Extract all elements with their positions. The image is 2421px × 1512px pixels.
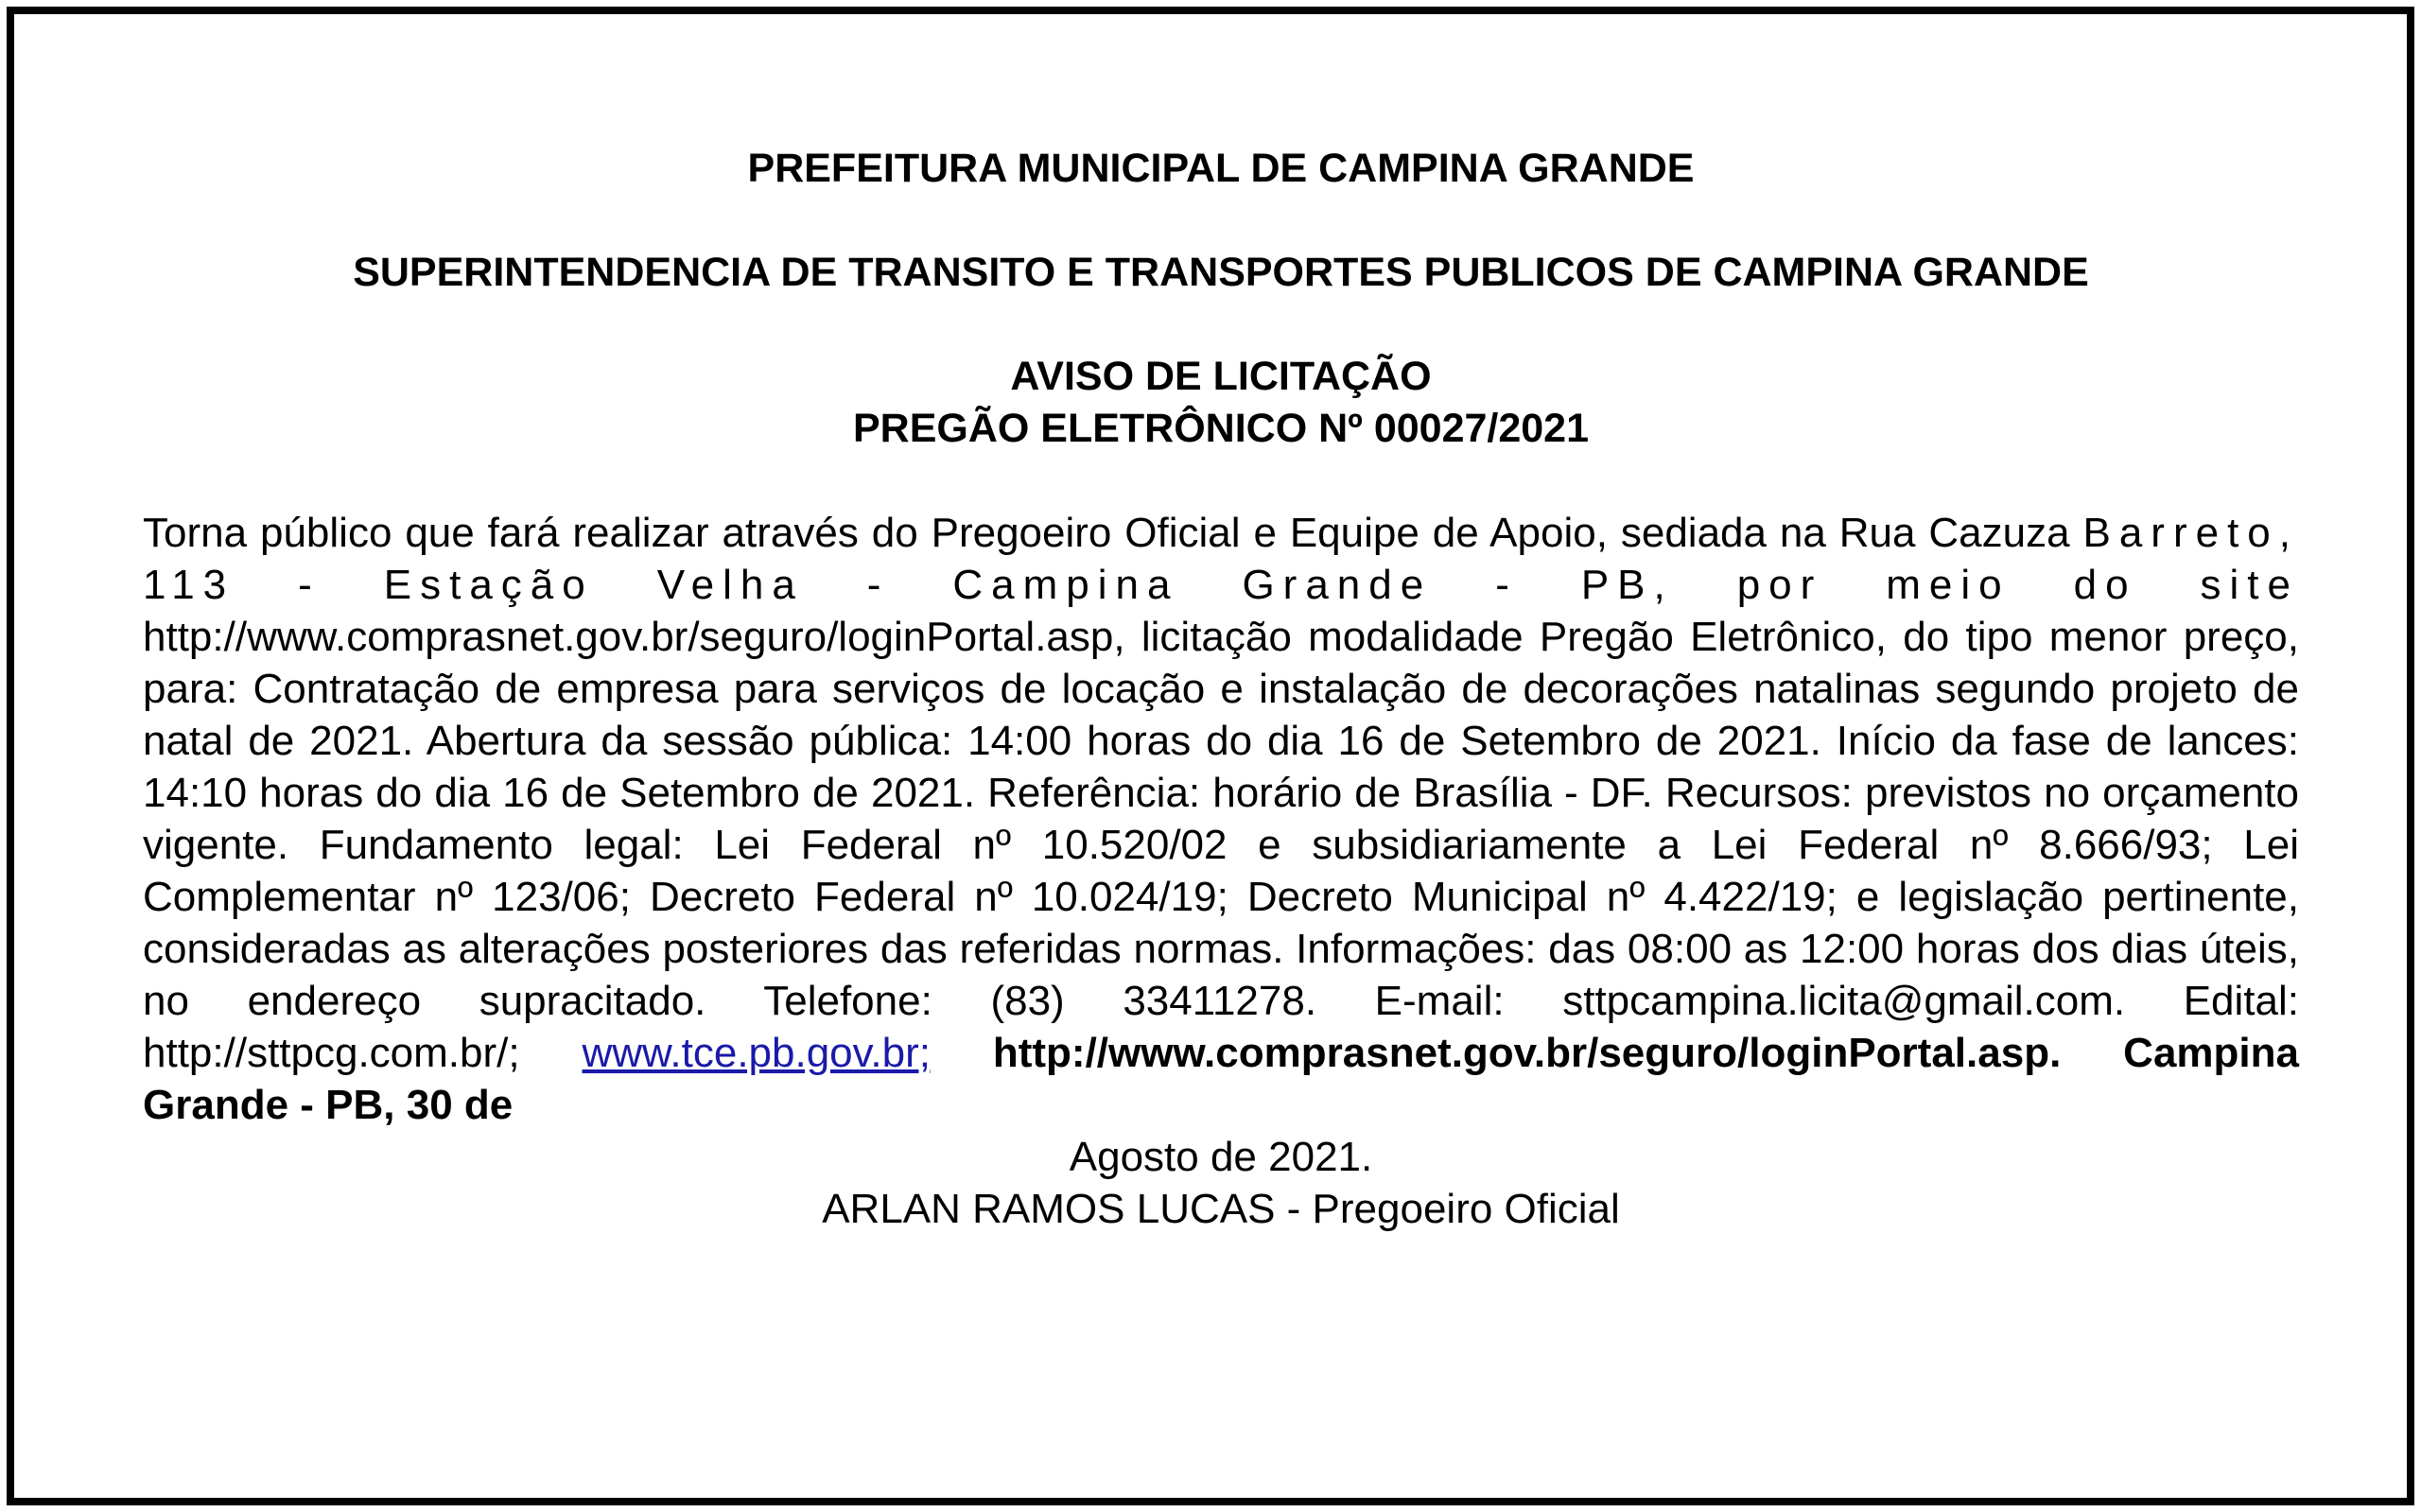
tce-link[interactable]: www.tce.pb.gov.br; bbox=[582, 1030, 931, 1076]
office-heading: PREFEITURA MUNICIPAL DE CAMPINA GRANDE bbox=[747, 146, 1695, 191]
body-line-2: Barreto, 113 - Estação Velha - Campina Grande - PB, por meio do site bbox=[143, 510, 2299, 608]
document-frame bbox=[7, 7, 2414, 1505]
body-main: http://www.comprasnet.gov.br/seguro/loginPortal.asp, licitação modalidade Pregão Eletrônico, do tipo menor preço, para: Contratação de empresa para serviços de locação e instalação de decorações natalinas segundo projeto de natal de 2021. Abertura da sessão pública: 14:00 horas do dia 16 de Setembro de 2021. Início da fase de lances: 14:10 horas do dia 16 de Setembro de 2021. Referência: horário de Brasília - DF. Recursos: previstos no orçamento vigente. Fundamento legal: Lei Federal nº 10.520/02 e subsidiariamente a Lei Federal nº 8.666/93; Lei Complementar nº 123/06; Decreto Federal nº 10.024/19; Decreto Municipal nº 4.422/19; e legislação pertinente, consideradas as alterações posteriores das referidas normas. Informações: das 08:00 as 12:00 horas dos dias úteis, no endereço supracitado. Telefone: (83) 33411278. E-mail: sttpcampina.licita@gmail.com. Edital: http://sttpcg.com.br/; bbox=[143, 614, 2299, 1076]
bold-tail: http://www.comprasnet.gov.br/seguro/loginPortal.asp. Campina Grande - PB, 30 de bbox=[143, 1030, 2299, 1128]
signature: ARLAN RAMOS LUCAS - Pregoeiro Oficial bbox=[822, 1186, 1620, 1232]
closing-date: Agosto de 2021. bbox=[1069, 1134, 1373, 1180]
notice-body bbox=[143, 507, 2299, 1131]
notice-title: AVISO DE LICITAÇÃO bbox=[1010, 354, 1432, 399]
body-line-1: Torna público que fará realizar através do Pregoeiro Oficial e Equipe de Apoio, sediada na Rua Cazuza bbox=[143, 510, 2070, 556]
notice-content bbox=[143, 143, 2299, 1235]
agency-heading: SUPERINTENDENCIA DE TRANSITO E TRANSPORTES PUBLICOS DE CAMPINA GRANDE bbox=[353, 250, 2089, 295]
auction-number: PREGÃO ELETRÔNICO Nº 00027/2021 bbox=[852, 406, 1590, 451]
